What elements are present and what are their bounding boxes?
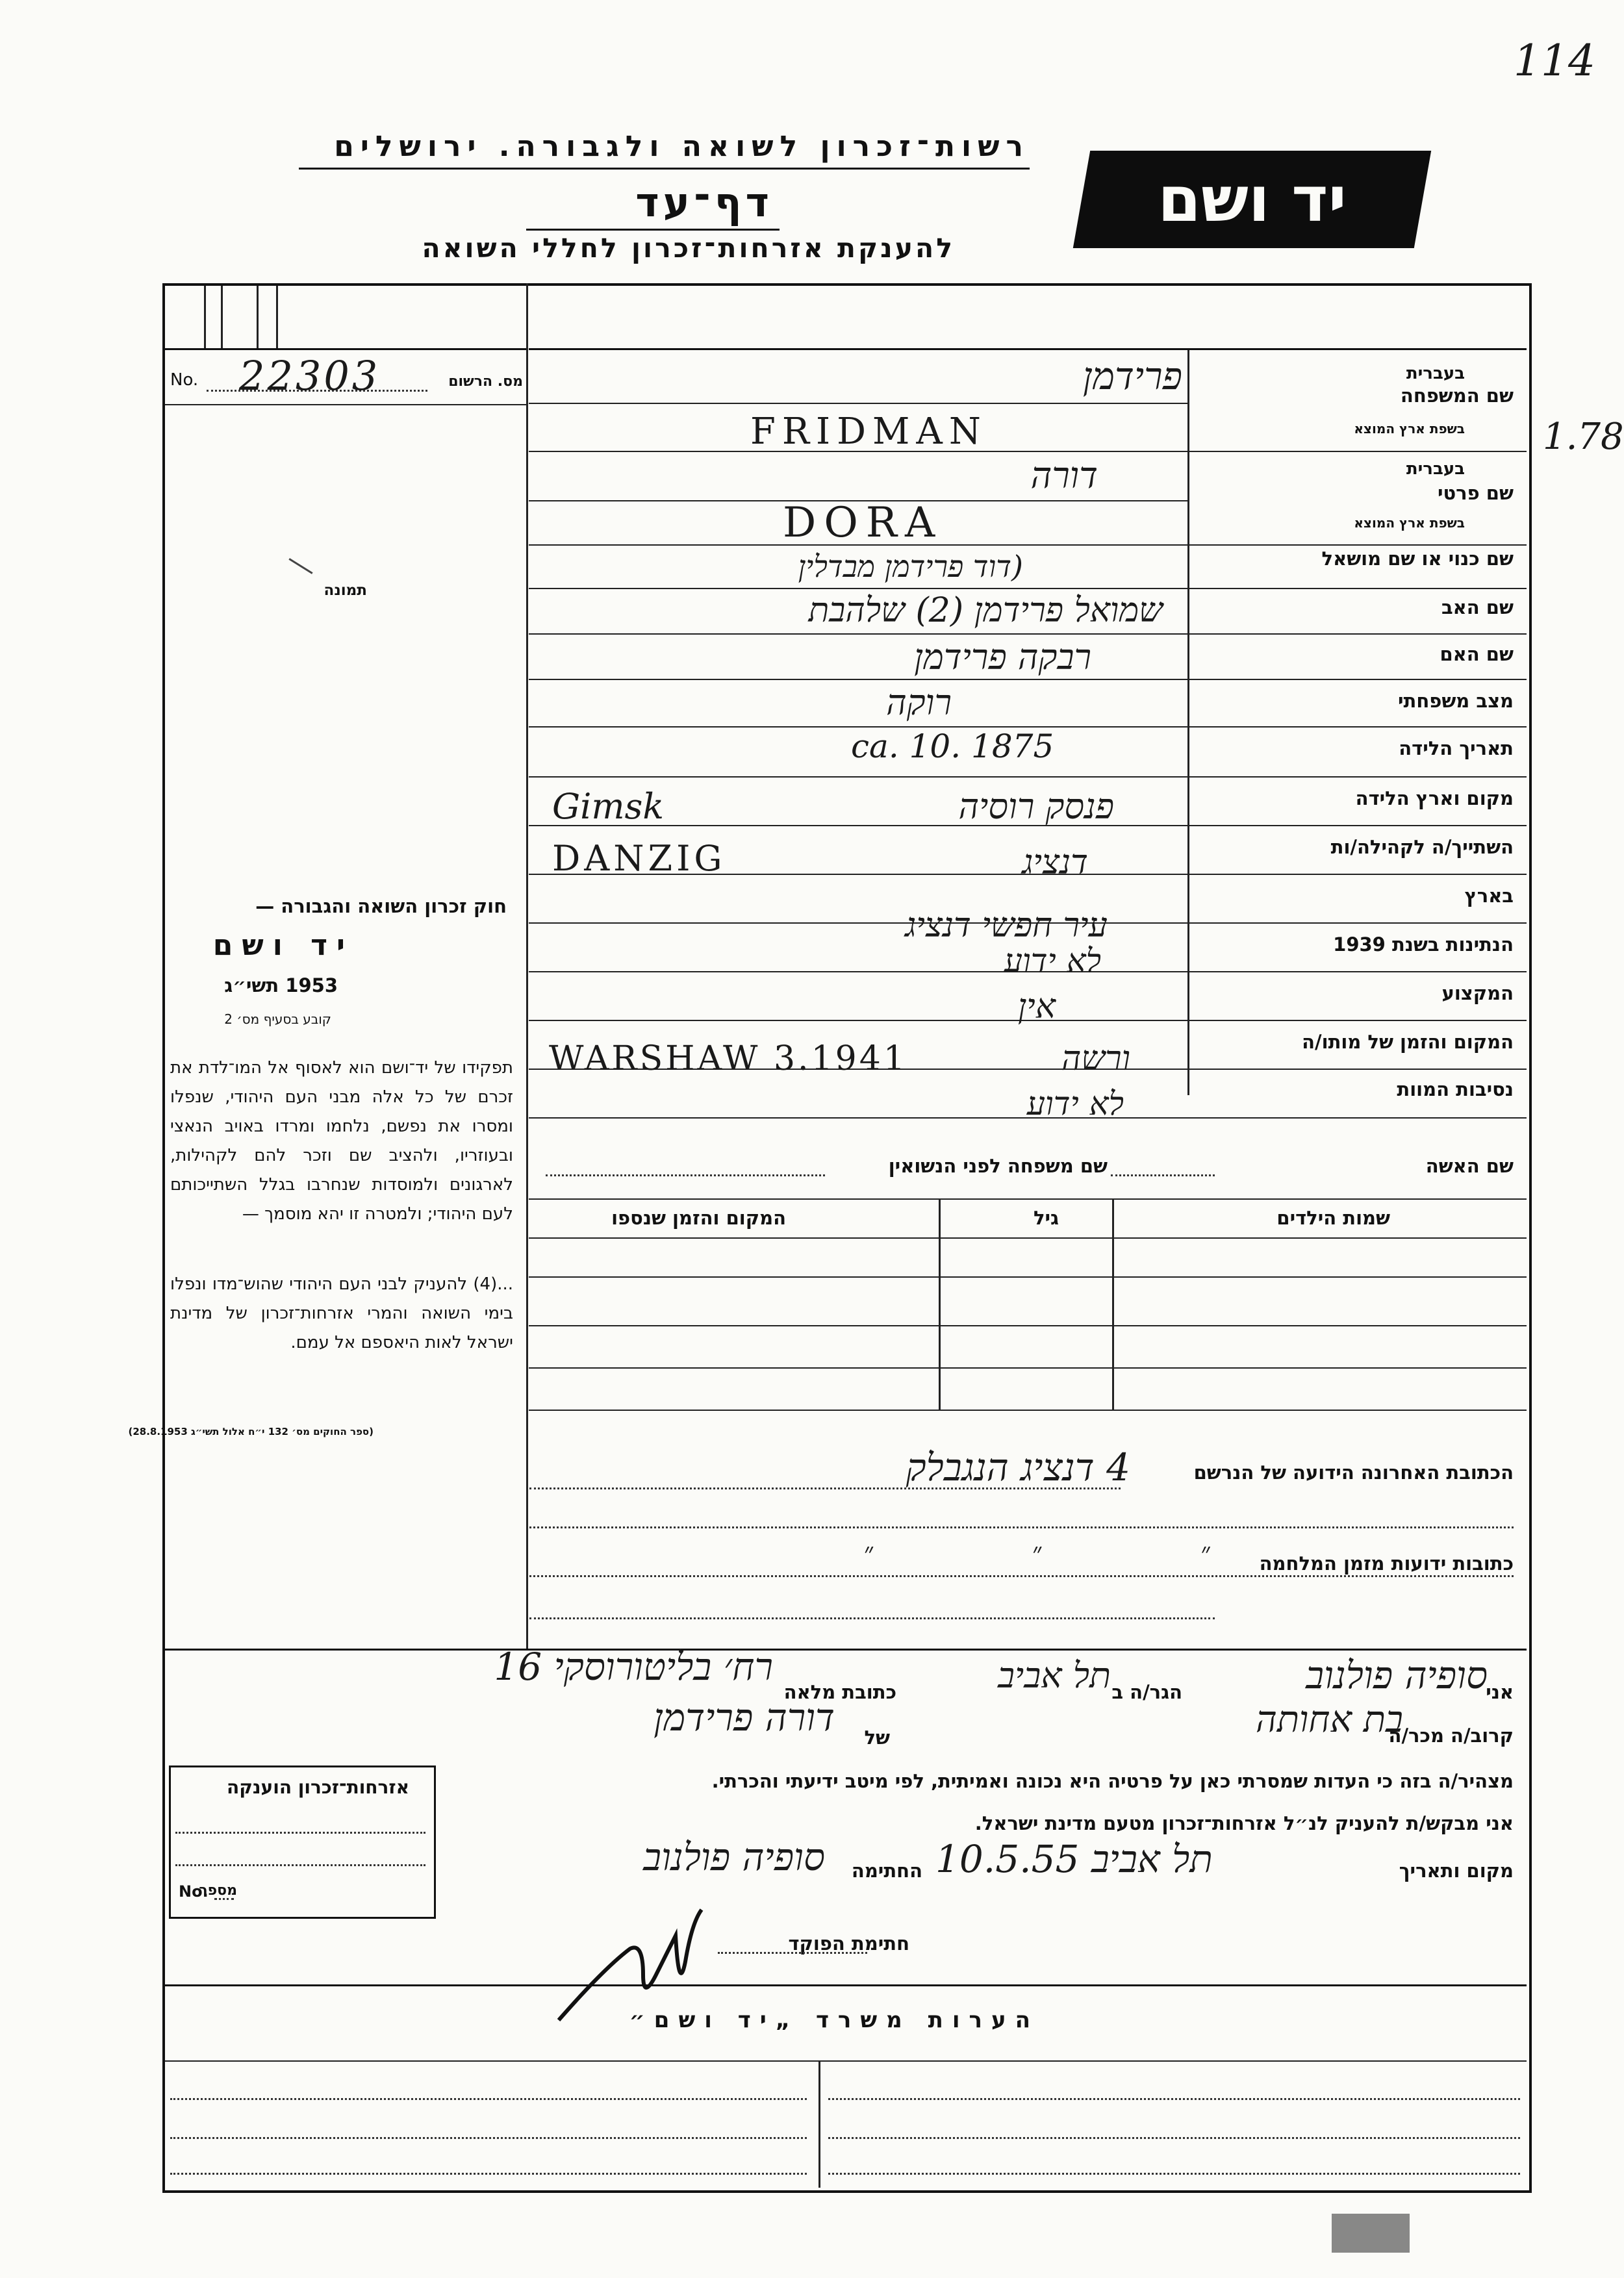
citizenship-box-dots-2 <box>175 1864 425 1866</box>
details-end-line <box>165 1649 1527 1651</box>
statement-line-1: מצהיר/ה בזה כי העדות שמסרתי כאן על פרטיה היא נכונה ואמיתית, לפי מיטב ידיעתי והכרתי. <box>711 1770 1514 1792</box>
birth-place-hebrew: פנסק רוסיה <box>958 786 1114 827</box>
of-name-value: דורה פרידמן <box>653 1695 835 1740</box>
label-last-address: הכתובת האחרונה הידועה של הנרשם <box>1193 1462 1514 1484</box>
title-underline <box>526 229 780 231</box>
country-value: עיר חפשי דנציג <box>905 906 1108 945</box>
law-title: חוק זכרון השואה והגבורה — <box>255 895 507 917</box>
family-native-value: FRIDMAN <box>750 411 987 453</box>
law-clause: קובע בסעיף מס׳ 2 <box>224 1011 331 1027</box>
last-address-dots-1 <box>529 1487 1121 1489</box>
declarant-address: רח׳ בליטורוסקי 16 <box>494 1645 773 1689</box>
death-circumstances-value: לא ידוע <box>1026 1085 1124 1122</box>
of-label: של <box>864 1727 890 1749</box>
label-death-place-time: המקום והזמן של מותו/ה <box>1302 1031 1514 1053</box>
registration-number: 22303 <box>239 352 381 399</box>
office-notes-dots-left-1 <box>170 2098 807 2100</box>
father-value: שמואל פרידמן (2) שלהבת <box>808 591 1163 630</box>
label-column-divider <box>1187 348 1189 1095</box>
right-header-line <box>529 348 1527 350</box>
form-subtitle: להענקת אזרחות־זכרון לחללי השואה <box>422 233 955 264</box>
mother-value: רבקה פרידמן <box>914 637 1091 677</box>
label-first-name: שם פרטי <box>1437 482 1514 504</box>
registration-label: מס. הרשום <box>448 373 523 390</box>
office-notes-col <box>818 2060 820 2188</box>
children-row-2 <box>529 1325 1527 1326</box>
signature-stroke-1 <box>559 1910 702 2020</box>
statement-line-2: אני מבקש/ת להעניק לנ״ל אזרחות־זכרון מטעם מדינת ישראל. <box>974 1812 1514 1834</box>
law-text-2: ...(4) להעניק לבני העם היהודי שהוש־מדו ונפלו בימי השואה והמרי אזרחות־זכרון של מדינת ישראל לאות היאספם אל עמם. <box>170 1274 513 1352</box>
office-notes-dots-right-2 <box>828 2137 1520 2139</box>
label-country: בארץ <box>1464 885 1514 907</box>
margin-number: 1.78 <box>1543 416 1624 458</box>
authority-line: רשות־זכרון לשואה ולגבורה. ירושלים <box>334 130 1030 163</box>
office-notes-dots-left-3 <box>170 2173 807 2175</box>
strip-cell-1 <box>204 286 206 348</box>
last-address-value: 4 דנציג הנגבלק <box>906 1445 1130 1489</box>
authority-underline <box>299 168 1030 170</box>
label-family-native: בשפת ארץ המוצא <box>1354 421 1465 437</box>
label-nickname: שם כנוי או שם מושאל <box>1321 548 1514 570</box>
label-birth-date: תאריך הלידה <box>1399 737 1514 759</box>
row-first-end <box>529 544 1527 546</box>
place-date-label: מקום ותאריך <box>1399 1860 1514 1882</box>
row-father-end <box>529 633 1527 635</box>
war-addresses-dots <box>529 1617 1215 1619</box>
form-title: דף־עד <box>635 179 773 226</box>
law-text: תפקידו של יד־ושם הוא לאסוף אל המו־לדת את זכרם של כל אלה מבני העם היהודי, שנפלו ומסרו את נפשם, נלחמו ומרדו באויב הנאצי ובעוזריו, ולהציב שם וזכר להם לקהילות, לארגונים ולמוסדות שנחרבו בגלל השתייכותם לעם היהודי; ולמטרה זו יהא מוסמך — <box>170 1058 513 1224</box>
children-header-line <box>529 1237 1527 1239</box>
citizenship-box-number-label: מספר <box>199 1882 237 1899</box>
registration-bottom-line <box>165 404 526 405</box>
office-notes-title: הערות משרד „יד ושם״ <box>629 2007 1039 2033</box>
marital-value: רוקה <box>886 682 952 723</box>
declarant-resides-label: הגר/ה ב <box>1111 1681 1182 1703</box>
label-father: שם האב <box>1441 596 1514 618</box>
death-latin-value: WARSHAW 3.1941 <box>549 1039 907 1078</box>
community-hebrew: דנציג <box>1022 843 1088 882</box>
label-first-hebrew: בעברית <box>1406 459 1465 479</box>
declarant-city: תל אביב <box>998 1655 1111 1696</box>
declarant-address-label: כתובת מלאה <box>783 1681 896 1703</box>
row-mother-end <box>529 679 1527 680</box>
label-first-native: בשפת ארץ המוצא <box>1354 515 1465 531</box>
children-row-3 <box>529 1367 1527 1369</box>
label-mother: שם האם <box>1440 643 1514 665</box>
office-notes-line <box>165 1984 1527 1986</box>
row-birthdate-end <box>529 776 1527 778</box>
wife-dots <box>1111 1174 1215 1176</box>
label-family-hebrew: בעברית <box>1406 364 1465 383</box>
relation-value: בת אחותה <box>1256 1699 1403 1741</box>
office-notes-dots-right-1 <box>828 2098 1520 2100</box>
scan-artifact <box>1332 2214 1410 2253</box>
official-signature-label: חתימת הפוקד <box>788 1932 909 1955</box>
signature-value: סופיה פולנוב <box>643 1835 825 1879</box>
children-col-names <box>1112 1198 1114 1410</box>
office-notes-dots-left-2 <box>170 2137 807 2139</box>
children-age-header: גיל <box>1033 1207 1059 1229</box>
label-death-circumstances: נסיבות המוות <box>1397 1078 1514 1100</box>
law-year: 1953 תשי״ג <box>224 974 338 996</box>
last-address-dots-2 <box>529 1526 1514 1528</box>
row-family-mid <box>529 403 1187 404</box>
strip-cell-3 <box>257 286 259 348</box>
left-column-divider <box>526 283 528 1649</box>
photo-label: תמונה <box>324 582 367 599</box>
citizenship-value: לא ידוע <box>1004 942 1101 980</box>
law-name: יד ושם <box>212 929 354 962</box>
label-marital: מצב משפחתי <box>1397 690 1514 712</box>
profession-value: אין <box>1017 987 1056 1026</box>
label-community: השתייך/ה לקהילה/ות <box>1330 836 1514 858</box>
registration-no-label: No. <box>170 370 199 390</box>
citizenship-box-no-dots <box>214 1898 234 1900</box>
place-date-value: תל אביב 10.5.55 <box>935 1837 1213 1881</box>
label-family-name: שם המשפחה <box>1400 385 1514 407</box>
top-strip-line <box>165 348 526 350</box>
citizenship-box-no-label: No. <box>179 1882 209 1901</box>
nickname-value: (דוד פרידמן מבדלין <box>798 549 1023 584</box>
label-citizenship: הנתינות בשנת 1939 <box>1333 933 1514 955</box>
label-maiden-name: שם משפחה לפני הנשואין <box>888 1155 1108 1177</box>
maiden-dots <box>546 1174 825 1176</box>
community-latin: DANZIG <box>552 838 726 879</box>
logo-text: יד ושם <box>1158 163 1347 236</box>
law-citation: (ספר החוקים מס׳ 132 י״ח אלול תשי״ג 28.8.1953) <box>128 1426 374 1437</box>
last-address-dots-3 <box>529 1575 1514 1577</box>
first-hebrew-value: דורה <box>1030 455 1098 497</box>
label-war-addresses: כתובות ידועות מזמן המלחמה <box>1259 1552 1514 1575</box>
page-number: 114 <box>1514 36 1595 86</box>
label-profession: המקצוע <box>1441 982 1514 1004</box>
citizenship-box-dots-1 <box>175 1832 425 1834</box>
row-wife-end <box>529 1198 1527 1200</box>
strip-cell-4 <box>276 286 278 348</box>
children-row-1 <box>529 1276 1527 1278</box>
children-col-age <box>939 1198 941 1410</box>
first-native-value: DORA <box>783 499 943 547</box>
relation-label: קרוב/ה מכר/ה <box>1388 1725 1514 1747</box>
declarant-name: סופיה פולנוב <box>1306 1653 1488 1697</box>
declarant-i-label: אני <box>1486 1681 1514 1703</box>
row-nickname-end <box>529 588 1527 589</box>
children-row-4 <box>529 1410 1527 1411</box>
death-hebrew-value: ורשה <box>1061 1039 1130 1078</box>
birth-date-value: ca. 10. 1875 <box>851 728 1054 765</box>
office-notes-divider <box>165 2060 1527 2062</box>
signature-label: החתימה <box>851 1860 922 1882</box>
children-place-time-header: המקום והזמן שנספו <box>611 1207 786 1229</box>
label-birth-place: מקום וארץ הלידה <box>1355 787 1514 809</box>
row-family-end <box>529 451 1527 452</box>
label-wife: שם האשה <box>1425 1155 1514 1177</box>
yad-vashem-logo <box>1073 151 1431 248</box>
children-names-header: שמות הילדים <box>1276 1207 1390 1229</box>
citizenship-box-title: אזרחות־זכרון הוענקה <box>227 1777 409 1798</box>
birth-place-latin: Gimsk <box>552 786 665 827</box>
war-addresses-value: ״ ״ ״ <box>864 1536 1212 1568</box>
strip-cell-2 <box>221 286 223 348</box>
office-notes-dots-right-3 <box>828 2173 1520 2175</box>
family-hebrew-value: פרידמן <box>1082 354 1182 398</box>
